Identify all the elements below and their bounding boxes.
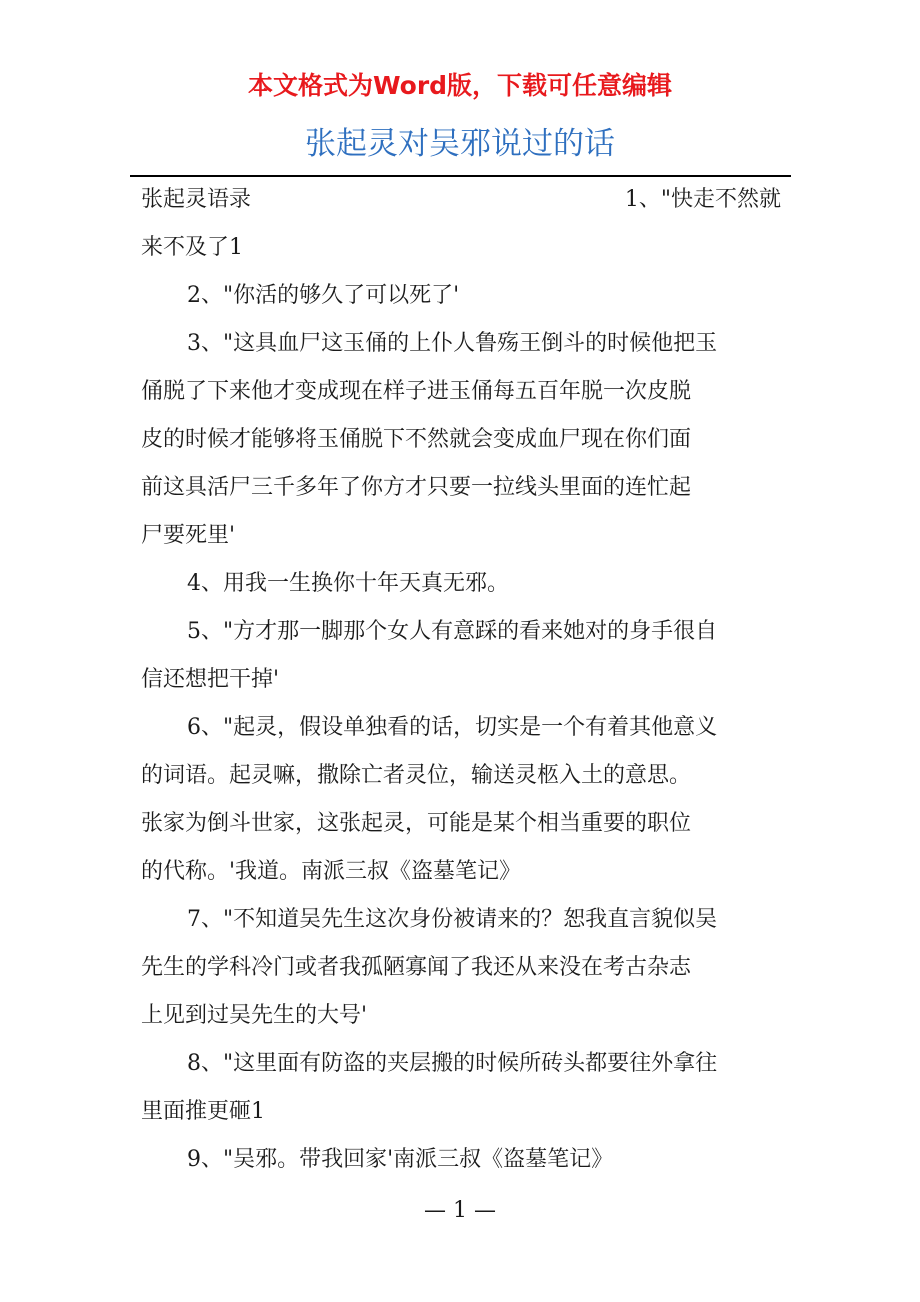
- quote-line: 的词语。起灵嘛，撒除亡者灵位，输送灵柩入土的意思。: [141, 763, 692, 788]
- document-title: 张起灵对吴邪说过的话: [305, 126, 615, 162]
- quote-line: 里面推更砸1: [141, 1099, 265, 1124]
- quote-line: 9、"吴邪。带我回家'南派三叔《盗墓笔记》: [187, 1147, 614, 1172]
- quote-line: 信还想把干掉': [141, 667, 280, 692]
- quote-item: [141, 560, 781, 608]
- intro-quote-end: 来不及了1: [141, 235, 243, 260]
- download-banner: 本文格式为Word版，下载可任意编辑: [247, 71, 673, 100]
- quote-line: 3、"这具血尸这玉俑的上仆人鲁殇王倒斗的时候他把玉: [187, 331, 718, 356]
- quote-line: 前这具活尸三千多年了你方才只要一拉线头里面的连忙起: [141, 475, 692, 500]
- intro-line: [141, 176, 781, 224]
- quote-line: 先生的学科冷门或者我孤陋寡闻了我还从来没在考古杂志: [141, 955, 692, 980]
- quote-line: 尸要死里': [141, 523, 236, 548]
- quote-line: 6、"起灵，假设单独看的话，切实是一个有着其他意义: [187, 715, 718, 740]
- page-number: — 1 —: [424, 1198, 496, 1223]
- quote-line: 4、用我一生换你十年天真无邪。: [187, 571, 509, 596]
- quote-item: [141, 608, 781, 704]
- quote-line: 8、"这里面有防盗的夹层搬的时候所砖头都要往外拿往: [187, 1051, 718, 1076]
- quote-line: 5、"方才那一脚那个女人有意踩的看来她对的身手很自: [187, 619, 718, 644]
- quote-line: 皮的时候才能够将玉俑脱下不然就会变成血尸现在你们面: [141, 427, 692, 452]
- quote-item: [141, 320, 781, 560]
- quote-line: 的代称。'我道。南派三叔《盗墓笔记》: [141, 859, 522, 884]
- quote-item: [141, 1040, 781, 1136]
- intro-quote-start: 1、"快走不然就: [624, 187, 781, 212]
- document-body: [141, 176, 781, 1184]
- intro-label: 张起灵语录: [141, 187, 252, 212]
- quote-item: [141, 896, 781, 1040]
- quote-line: 7、"不知道吴先生这次身份被请来的？恕我直言貌似吴: [187, 907, 718, 932]
- quote-item: [141, 704, 781, 896]
- quote-item: [141, 272, 781, 320]
- quote-line: 张家为倒斗世家，这张起灵，可能是某个相当重要的职位: [141, 811, 692, 836]
- quote-list: [141, 272, 781, 1184]
- quote-line: 2、"你活的够久了可以死了': [187, 283, 460, 308]
- quote-item: [141, 1136, 781, 1184]
- quote-line: 俑脱了下来他才变成现在样子进玉俑每五百年脱一次皮脱: [141, 379, 692, 404]
- quote-line: 上见到过吴先生的大号': [141, 1003, 368, 1028]
